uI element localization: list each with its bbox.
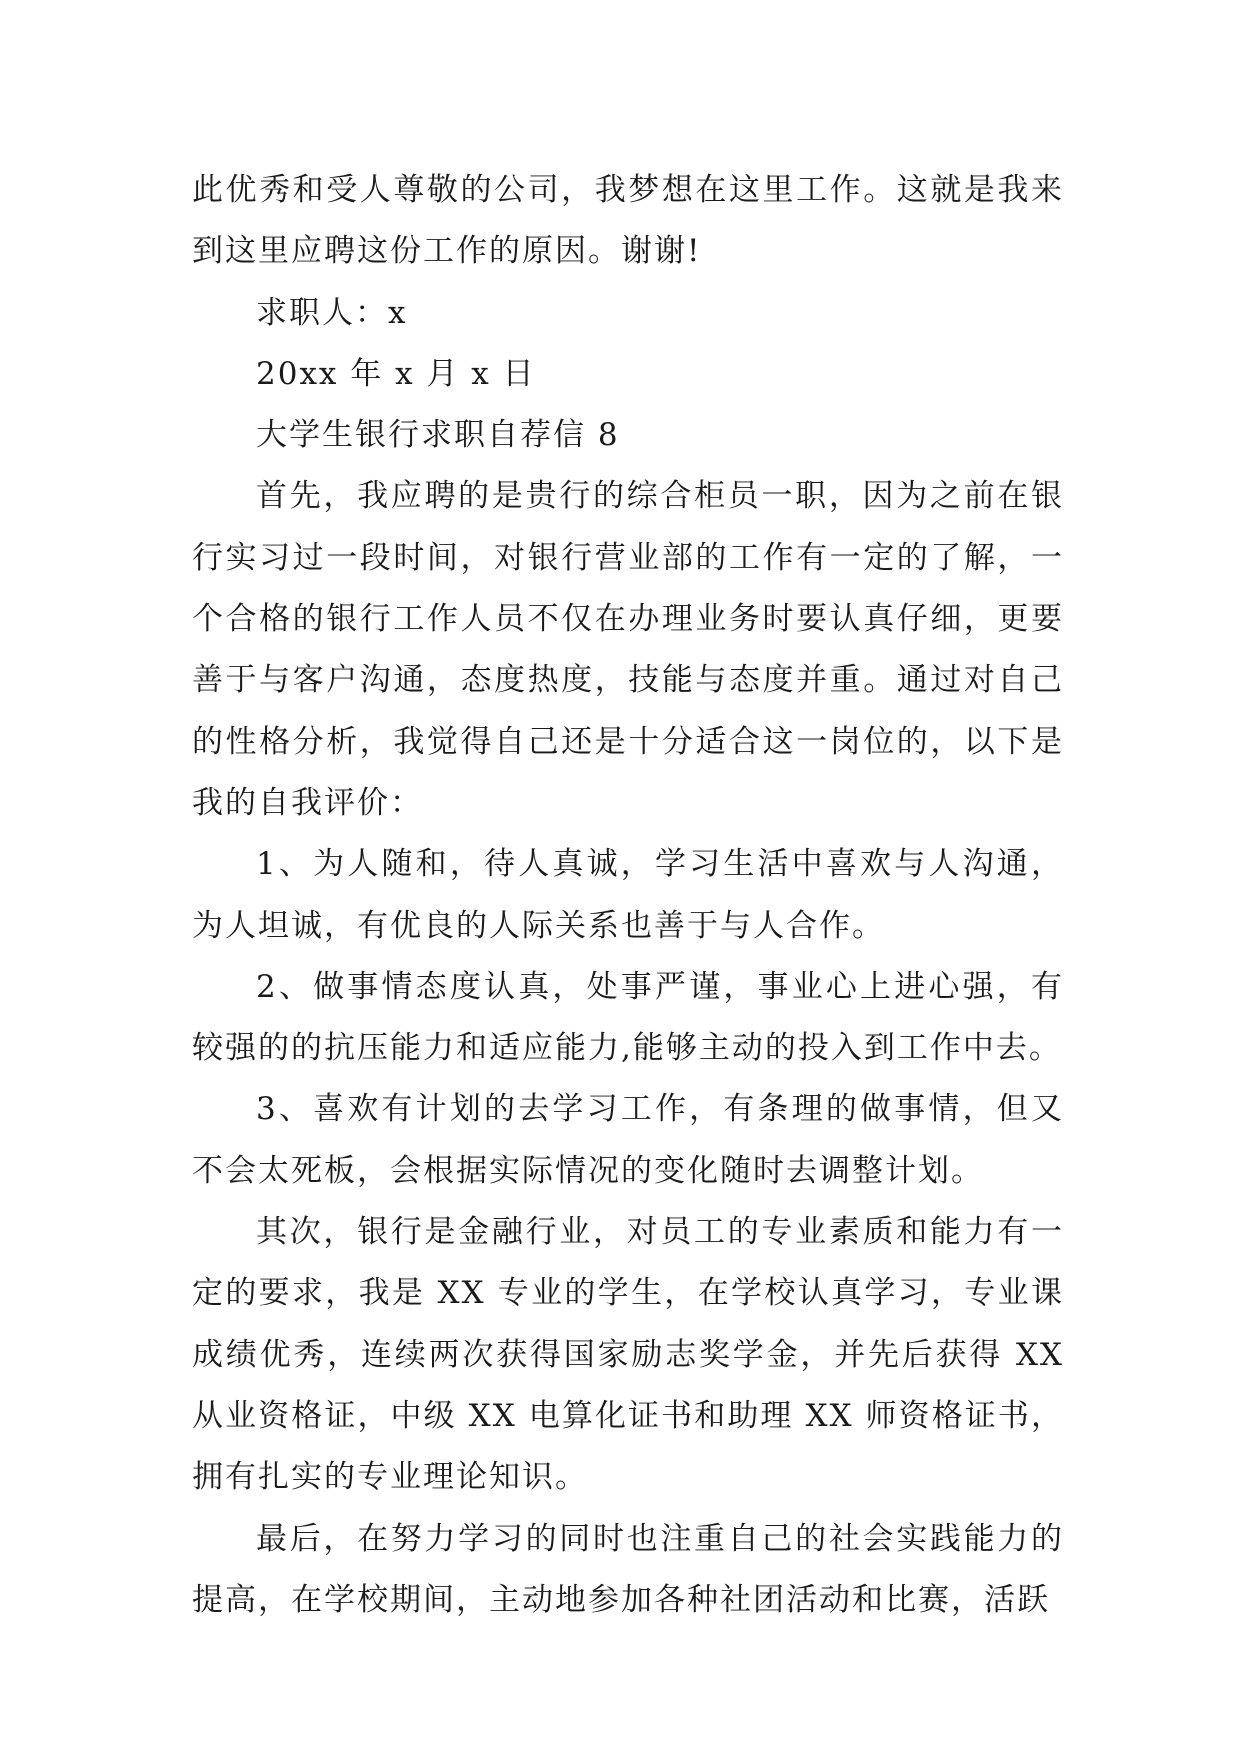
paragraph-last: 最后，在努力学习的同时也注重自己的社会实践能力的提高，在学校期间，主动地参加各种社团活动和比赛，活跃 bbox=[192, 1520, 1064, 1618]
paragraph-point-1: 1、为人随和，待人真诚，学习生活中喜欢与人沟通，为人坦诚，有优良的人际关系也善于与人合作。 bbox=[192, 846, 1064, 944]
paragraph-point-3: 3、喜欢有计划的去学习工作，有条理的做事情，但又不会太死板，会根据实际情况的变化随时去调整计划。 bbox=[192, 1091, 1064, 1189]
letter-title: 大学生银行求职自荐信 8 bbox=[256, 417, 620, 454]
applicant-signature: 求职人：x bbox=[256, 294, 408, 331]
document-page bbox=[192, 160, 1064, 1631]
paragraph-point-2: 2、做事情态度认真，处事严谨，事业心上进心强，有较强的的抗压能力和适应能力,能够主动的投入到工作中去。 bbox=[192, 968, 1064, 1067]
paragraph-intro: 首先，我应聘的是贵行的综合柜员一职，因为之前在银行实习过一段时间，对银行营业部的工作有一定的了解，一个合格的银行工作人员不仅在办理业务时要认真仔细，更要善于与客户沟通，态度热度，技能与态度并重。通过对自己的性格分析，我觉得自己还是十分适合这一岗位的，以下是我的自我评价： bbox=[192, 478, 1064, 821]
paragraph-continuation: 此优秀和受人尊敬的公司，我梦想在这里工作。这就是我来到这里应聘这份工作的原因。谢谢! bbox=[192, 172, 1064, 270]
paragraph-second: 其次，银行是金融行业，对员工的专业素质和能力有一定的要求，我是 XX 专业的学生，在学校认真学习，专业课成绩优秀，连续两次获得国家励志奖学金，并先后获得 XX 从业资格证，中级 XX 电算化证书和助理 XX 师资格证书，拥有扎实的专业理论知识。 bbox=[192, 1214, 1064, 1496]
letter-date: 20xx 年 x 月 x 日 bbox=[256, 355, 536, 392]
